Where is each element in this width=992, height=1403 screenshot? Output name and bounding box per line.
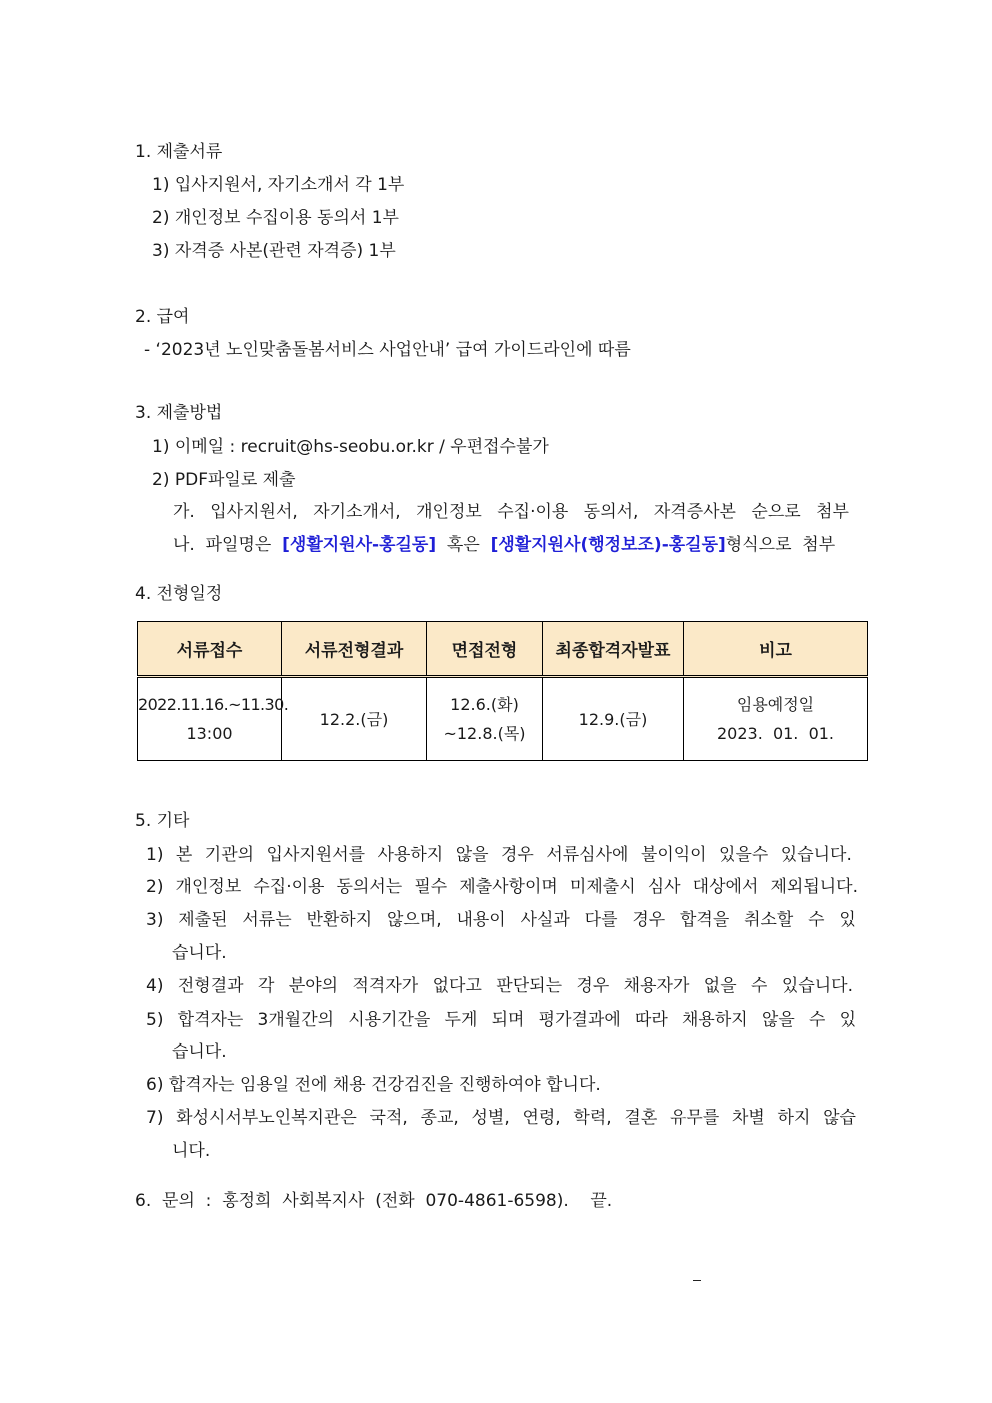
- word: 제외됩니다.: [770, 877, 858, 897]
- word: 되며: [491, 1010, 525, 1030]
- section-6-contact: 6. 문의 : 홍정희 사회복지사 (전화 070-4861-6598). 끝.: [135, 1191, 613, 1211]
- word: 자기소개서,: [313, 502, 401, 522]
- word: 시용기간을: [348, 1010, 431, 1030]
- word: 종교,: [420, 1108, 459, 1128]
- section-2-text: - ‘2023년 노인맞춤돌봄서비스 사업안내’ 급여 가이드라인에 따름: [144, 340, 631, 360]
- word: 대상에서: [692, 877, 759, 897]
- word: 있: [839, 910, 856, 930]
- word: 제출사항이며: [459, 877, 558, 897]
- section-1-item-1: 1) 입사지원서, 자기소개서 각 1부: [152, 175, 405, 195]
- word: 두게: [444, 1010, 478, 1030]
- word: 심사: [647, 877, 681, 897]
- section-1-item-3: 3) 자격증 사본(관련 자격증) 1부: [152, 241, 396, 261]
- note-6: 6) 합격자는 임용일 전에 채용 건강검진을 진행하여야 합니다.: [146, 1075, 601, 1095]
- page-footer-dash: [693, 1280, 701, 1281]
- section-3-filename-rule: [173, 534, 835, 556]
- word: 경우: [632, 910, 666, 930]
- word: 수: [751, 976, 768, 996]
- word: 유무를: [669, 1108, 720, 1128]
- word: 각: [257, 976, 275, 996]
- schedule-header-row: [138, 622, 868, 677]
- header-remarks: 비고: [684, 622, 868, 677]
- word: 수집·이용: [253, 877, 325, 897]
- note-3: [146, 909, 856, 931]
- section-3-attach-order: [173, 501, 849, 523]
- word: 채용자가: [623, 976, 690, 996]
- word: 따라: [634, 1010, 668, 1030]
- note-1: [146, 844, 852, 866]
- word: 미제출시: [569, 877, 636, 897]
- word: 성별,: [471, 1108, 510, 1128]
- header-document-result: 서류전형결과: [282, 622, 427, 677]
- word: 취소할: [744, 910, 794, 930]
- word: 내용이: [456, 910, 506, 930]
- note-2: [146, 876, 858, 898]
- word: 사실과: [520, 910, 570, 930]
- word: 적격자가: [352, 976, 419, 996]
- word: 서류심사에: [546, 845, 629, 865]
- cell-receipt-period: [138, 677, 289, 761]
- note-7-continued: 니다.: [172, 1141, 211, 1161]
- cell-remarks: [684, 677, 868, 761]
- word: 분야의: [288, 976, 339, 996]
- word: 동의서는: [336, 877, 403, 897]
- word: 다를: [584, 910, 618, 930]
- receipt-time: 13:00: [186, 724, 233, 743]
- word: 가.: [173, 502, 195, 522]
- word: 연령,: [522, 1108, 561, 1128]
- interview-end: ~12.8.(목): [443, 724, 526, 743]
- section-3-email: 1) 이메일 : recruit@hs-seobu.or.kr / 우편접수불가: [152, 437, 549, 457]
- note-7: [146, 1107, 856, 1129]
- section-2-title: 2. 급여: [135, 307, 190, 327]
- header-final-announcement: 최종합격자발표: [543, 622, 684, 677]
- word: 경우: [576, 976, 610, 996]
- header-interview: 면접전형: [427, 622, 543, 677]
- word: 필수: [414, 877, 448, 897]
- word: 3개월간의: [257, 1010, 335, 1030]
- word: 개인정보: [416, 502, 482, 522]
- section-1-title: 1. 제출서류: [135, 142, 223, 162]
- word: 않습: [823, 1108, 856, 1128]
- section-3-title: 3. 제출방법: [135, 403, 223, 423]
- word: 입사지원서를: [266, 845, 366, 865]
- word: 기관의: [204, 845, 255, 865]
- word: 않으며,: [386, 910, 442, 930]
- word: 동의서,: [583, 502, 639, 522]
- word: 있: [839, 1010, 856, 1030]
- word: 입사지원서,: [210, 502, 298, 522]
- section-1-item-2: 2) 개인정보 수집이용 동의서 1부: [152, 208, 399, 228]
- filename-suffix: 형식으로 첨부: [725, 535, 836, 555]
- appointment-date: 2023. 01. 01.: [716, 724, 835, 743]
- word: 있습니다.: [781, 976, 853, 996]
- cell-document-result: 12.2.(금): [282, 677, 427, 761]
- word: 없을: [703, 976, 737, 996]
- word: 평가결과에: [538, 1010, 621, 1030]
- note-5: [146, 1009, 856, 1031]
- word: 합격을: [679, 910, 730, 930]
- word: 2): [146, 877, 164, 897]
- word: 차별: [731, 1108, 765, 1128]
- filename-example-1: [생활지원사-홍길동]: [282, 535, 437, 555]
- word: 없다고: [432, 976, 482, 996]
- word: 반환하지: [306, 910, 373, 930]
- word: 결혼: [624, 1108, 658, 1128]
- word: 서류는: [242, 910, 292, 930]
- word: 국적,: [369, 1108, 408, 1128]
- note-3-continued: 습니다.: [172, 943, 227, 963]
- word: 3): [146, 910, 164, 930]
- section-3-pdf: 2) PDF파일로 제출: [152, 470, 296, 490]
- receipt-dates: 2022.11.16.~11.30.: [138, 695, 289, 714]
- section-5-title: 5. 기타: [135, 811, 190, 831]
- word: 합격자는: [177, 1010, 244, 1030]
- word: 경우: [501, 845, 534, 865]
- word: 하지: [777, 1108, 811, 1128]
- word: 학력,: [573, 1108, 612, 1128]
- word: 않을: [455, 845, 489, 865]
- word: 수집·이용: [497, 502, 569, 522]
- word: 본: [175, 845, 193, 865]
- word: 불이익이: [640, 845, 707, 865]
- word: 첨부: [816, 502, 849, 522]
- interview-start: 12.6.(화): [450, 695, 519, 714]
- word: 사용하지: [377, 845, 444, 865]
- header-document-receipt: 서류접수: [138, 622, 282, 677]
- note-5-continued: 습니다.: [172, 1042, 227, 1062]
- word: 순으로: [751, 502, 801, 522]
- filename-example-2: [생활지원사(행정보조)-홍길동]: [490, 535, 726, 555]
- word: 1): [146, 845, 164, 865]
- word: 않을: [761, 1010, 795, 1030]
- note-4: [146, 975, 853, 997]
- filename-prefix: 나. 파일명은: [173, 535, 283, 555]
- word: 5): [146, 1010, 164, 1030]
- word: 판단되는: [496, 976, 562, 996]
- word: 자격증사본: [653, 502, 736, 522]
- word: 수: [808, 1010, 826, 1030]
- section-4-title: 4. 전형일정: [135, 584, 223, 604]
- word: 7): [146, 1108, 164, 1128]
- word: 수: [808, 910, 825, 930]
- word: 있을수: [719, 845, 769, 865]
- appointment-label: 임용예정일: [736, 695, 815, 714]
- word: 제출된: [178, 910, 228, 930]
- word: 화성시서부노인복지관은: [176, 1108, 357, 1128]
- word: 전형결과: [177, 976, 244, 996]
- word: 채용하지: [682, 1010, 748, 1030]
- cell-interview: [427, 677, 543, 761]
- cell-final-announcement: 12.9.(금): [543, 677, 684, 761]
- word: 있습니다.: [780, 845, 852, 865]
- word: 개인정보: [175, 877, 242, 897]
- schedule-row: [138, 677, 868, 761]
- word: 4): [146, 976, 164, 996]
- filename-or: 혹은: [436, 535, 491, 555]
- schedule-table: [137, 621, 868, 761]
